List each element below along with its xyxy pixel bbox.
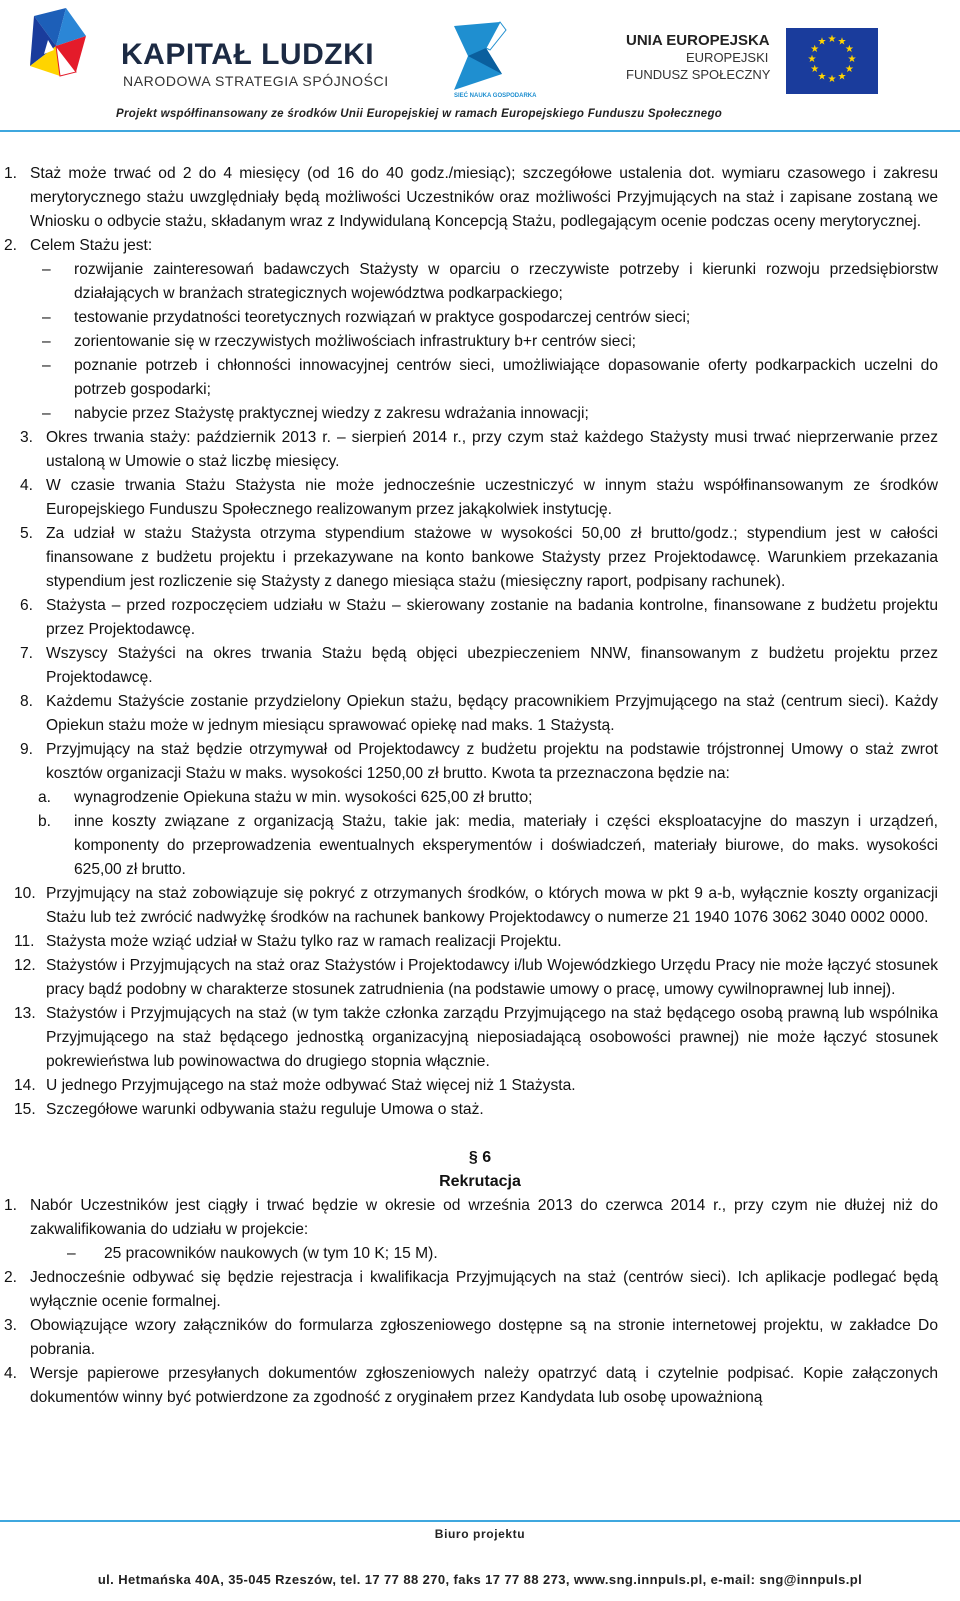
svg-text:★: ★ xyxy=(844,64,854,75)
item-text: Stażystów i Przyjmujących na staż (w tym także członka zarządu Przyjmującego na staż będącego osobą prawną lub wspólnika Przyjmującego na staż będącego jednostką organizacyjną nieposiadającą osobowości prawnej) nie może łączyć stosunek pokrewieństwa lub powinowactwa do drugiego stopnia włącznie. xyxy=(46,1005,938,1070)
item-text: zorientowanie się w rzeczywistych możliwościach infrastruktury b+r centrów sieci; xyxy=(74,333,636,350)
list-item xyxy=(0,930,960,954)
svg-text:★: ★ xyxy=(827,74,837,85)
item-number: 15. xyxy=(14,1101,36,1118)
dash-bullet: – xyxy=(42,357,51,374)
item-text: Szczegółowe warunki odbywania stażu reguluje Umowa o staż. xyxy=(46,1101,484,1118)
footer-address: ul. Hetmańska 40A, 35-045 Rzeszów, tel. 17 77 88 270, faks 17 77 88 273, www.sng.innpuls.pl, e-mail: sng@innpuls.pl xyxy=(97,1572,863,1587)
item-text: Każdemu Stażyście zostanie przydzielony Opiekun stażu, będący pracownikiem Przyjmującego na staż (centrum sieci). Każdy Opiekun stażu może w jednym miesiącu sprawować opiekę nad maks. 1 Stażystą. xyxy=(46,693,938,734)
dash-bullet: – xyxy=(42,309,51,326)
item-number: 9. xyxy=(20,741,34,758)
item-text: Przyjmujący na staż zobowiązuje się pokryć z otrzymanych środków, o których mowa w pkt 9 a-b, wyłącznie koszty organizacji Stażu lub też zwrócić nadwyżkę środków na rachunek bankowy Projektodawcy o numerze 21 1940 1076 3062 3040 0002 0000. xyxy=(46,885,938,926)
item-text: 25 pracowników naukowych (w tym 10 K; 15 M). xyxy=(104,1245,438,1262)
kapital-ludzki-subtitle: NARODOWA STRATEGIA SPÓJNOŚCI xyxy=(123,73,389,89)
item-text: Staż może trwać od 2 do 4 miesięcy (od 16 do 40 godz./miesiąc); szczegółowe ustalenia dot. wymiaru czasowego i zakresu merytorycznego stażu uwzględniały będą możliwości Uczestników oraz możliwości Przyjmujących na staż i zapisane zostaną we Wniosku o odbycie stażu, składanym wraz z Indywidulaną Koncepcją Stażu, podlegającym ocenie podczas oceny merytorycznej. xyxy=(30,165,938,230)
list-item xyxy=(0,474,960,522)
sub-list-item xyxy=(0,354,960,402)
list-item xyxy=(0,1194,960,1242)
item-text: Stażysta – przed rozpoczęciem udziału w Stażu – skierowany zostanie na badania kontrolne, finansowane z budżetu projektu przez Projektodawcę. xyxy=(46,597,938,638)
item-number: 14. xyxy=(14,1077,36,1094)
dash-bullet: – xyxy=(67,1245,76,1262)
item-number: 3. xyxy=(4,1317,18,1334)
item-text: rozwijanie zainteresowań badawczych Stażysty w oparciu o rzeczywiste potrzeby i kierunki rozwoju przedsiębiorstw działających w branżach strategicznych województwa podkarpackiego; xyxy=(74,261,938,302)
kapital-ludzki-title: KAPITAŁ LUDZKI xyxy=(121,38,375,71)
item-text: Obowiązujące wzory załączników do formularza zgłoszeniowego dostępne są na stronie internetowej projektu, w zakładce Do pobrania. xyxy=(30,1317,938,1358)
item-number: 3. xyxy=(20,429,34,446)
list-item xyxy=(0,1266,960,1314)
svg-text:★: ★ xyxy=(837,36,847,48)
item-text: poznanie potrzeb i chłonności innowacyjnej centrów sieci, umożliwiające dopasowanie oferty podkarpackich uczelni do potrzeb gospodarki; xyxy=(74,357,938,398)
item-number: 2. xyxy=(4,1269,18,1286)
list-item xyxy=(0,1098,960,1122)
section-number: § 6 xyxy=(468,1149,492,1166)
item-text: U jednego Przyjmującego na staż może odbywać Staż więcej niż 1 Stażysta. xyxy=(46,1077,576,1094)
header-divider xyxy=(0,130,960,132)
sub-list-item xyxy=(0,306,960,330)
dash-bullet: – xyxy=(42,333,51,350)
svg-text:★: ★ xyxy=(847,54,857,65)
letter-marker: a. xyxy=(38,789,52,806)
item-text: W czasie trwania Stażu Stażysta nie może jednocześnie uczestniczyć w innym stażu współfinansowanym ze środków Europejskiego Funduszu Społecznego realizowanym przez jakąkolwiek instytucję. xyxy=(46,477,938,518)
svg-text:★: ★ xyxy=(844,44,854,55)
item-text: wynagrodzenie Opiekuna stażu w min. wysokości 625,00 zł brutto; xyxy=(74,789,533,806)
item-number: 10. xyxy=(14,885,36,902)
item-number: 4. xyxy=(4,1365,18,1382)
list-item xyxy=(0,594,960,642)
svg-text:★: ★ xyxy=(810,64,820,75)
list-item xyxy=(0,882,960,930)
item-number: 1. xyxy=(4,1197,18,1214)
item-text: Jednocześnie odbywać się będzie rejestracja i kwalifikacja Przyjmujących na staż (centrów sieci). Ich aplikacje podlegać będą wyłącznie ocenie formalnej. xyxy=(30,1269,938,1310)
section-title: Rekrutacja xyxy=(439,1173,521,1190)
list-item xyxy=(0,426,960,474)
siec-nauka-gospodarka-logo xyxy=(450,20,537,100)
item-text: Nabór Uczestników jest ciągły i trwać będzie w okresie od września 2013 do czerwca 2014 r., przy czym nie dłużej niż do zakwalifikowania do udziału w projekcie: xyxy=(30,1197,938,1238)
list-item xyxy=(0,690,960,738)
list-item xyxy=(0,1074,960,1098)
eu-line-1: UNIA EUROPEJSKA xyxy=(626,32,770,49)
item-text: nabycie przez Stażystę praktycznej wiedzy z zakresu wdrażania innowacji; xyxy=(74,405,589,422)
svg-text:★: ★ xyxy=(807,54,817,65)
list-item xyxy=(0,234,960,258)
sng-caption: SIEĆ NAUKA GOSPODARKA xyxy=(454,93,537,99)
list-item xyxy=(0,1314,960,1362)
item-text: Celem Stażu jest: xyxy=(30,237,153,254)
item-number: 13. xyxy=(14,1005,36,1022)
svg-text:★: ★ xyxy=(810,44,820,55)
item-text: inne koszty związane z organizacją Stażu, takie jak: media, materiały i części eksploatacyjne do maszyn i urządzeń, komponenty do przeprowadzenia ewentualnych eksperymentów i doświadczeń, materiały biurowe, do maks. wysokości 625,00 zł brutto. xyxy=(74,813,938,878)
eu-line-2: EUROPEJSKI xyxy=(686,50,769,65)
list-item xyxy=(0,954,960,1002)
footer-divider xyxy=(0,1520,960,1522)
eu-text-block xyxy=(626,32,770,83)
list-item xyxy=(0,642,960,690)
document-body xyxy=(0,162,960,1410)
item-number: 11. xyxy=(14,933,35,950)
list-item xyxy=(0,738,960,786)
item-number: 7. xyxy=(20,645,34,662)
sub-list-item xyxy=(0,330,960,354)
dash-bullet: – xyxy=(42,261,51,278)
list-item xyxy=(0,1362,960,1410)
eu-line-3: FUNDUSZ SPOŁECZNY xyxy=(626,67,771,82)
item-text: Za udział w stażu Stażysta otrzyma stypendium stażowe w wysokości 50,00 zł brutto/godz.; stypendium jest w całości finansowane z budżetu projektu i przekazywane na konto bankowe Stażysty przez Projektodawcę. Warunkiem przekazania stypendium jest rozliczenie się Stażysty z danego miesiąca stażu (miesięczny raport, podpisany rachunek). xyxy=(46,525,938,590)
svg-text:★: ★ xyxy=(817,36,827,48)
item-text: Okres trwania staży: październik 2013 r. – sierpień 2014 r., przy czym staż każdego Stażysty musi trwać nieprzerwanie przez ustaloną w Umowie o staż liczbę miesięcy. xyxy=(46,429,938,470)
footer-office-label: Biuro projektu xyxy=(434,1527,526,1541)
item-number: 8. xyxy=(20,693,34,710)
letter-marker: b. xyxy=(38,813,52,830)
item-text: Wszyscy Stażyści na okres trwania Stażu będą objęci ubezpieczeniem NNW, finansowanym z budżetu projektu przez Projektodawcę. xyxy=(46,645,938,686)
page-header xyxy=(0,0,960,135)
sub-list-item xyxy=(0,810,960,882)
sub-list-item xyxy=(0,258,960,306)
dash-bullet: – xyxy=(42,405,51,422)
svg-text:★: ★ xyxy=(837,71,847,83)
sub-list-item xyxy=(0,402,960,426)
item-text: Stażystów i Przyjmujących na staż oraz Stażystów i Projektodawcy i/lub Wojewódzkiego Urzędu Pracy nie może łączyć stosunek pracy bądź podobny w charakterze stosunek zatrudnienia (na podstawie umowy o pracę, umowy cywilnoprawnej lub innej). xyxy=(46,957,938,998)
item-number: 2. xyxy=(4,237,18,254)
item-number: 6. xyxy=(20,597,34,614)
item-text: Przyjmujący na staż będzie otrzymywał od Projektodawcy z budżetu projektu na podstawie trójstronnej Umowy o staż zwrot kosztów organizacji Stażu w maks. wysokości 1250,00 zł brutto. Kwota ta przeznaczona będzie na: xyxy=(46,741,938,782)
item-text: Stażysta może wziąć udział w Stażu tylko raz w ramach realizacji Projektu. xyxy=(46,933,562,950)
item-text: Wersje papierowe przesyłanych dokumentów zgłoszeniowych należy opatrzyć datą i czytelnie podpisać. Kopie załączonych dokumentów winny być potwierdzone za zgodność z oryginałem przez Kandydata lub osobę upoważnioną xyxy=(30,1365,938,1406)
item-text: testowanie przydatności teoretycznych rozwiązań w praktyce gospodarczej centrów sieci; xyxy=(74,309,691,326)
sub-list-item xyxy=(0,786,960,810)
item-number: 4. xyxy=(20,477,34,494)
svg-text:★: ★ xyxy=(817,71,827,83)
sub-list-item xyxy=(0,1242,960,1266)
list-item xyxy=(0,162,960,234)
item-number: 5. xyxy=(20,525,34,542)
item-number: 1. xyxy=(4,165,18,182)
list-item xyxy=(0,522,960,594)
eu-flag-icon xyxy=(786,28,878,94)
item-number: 12. xyxy=(14,957,36,974)
list-item xyxy=(0,1002,960,1074)
svg-text:★: ★ xyxy=(827,34,837,45)
kapital-ludzki-logo xyxy=(26,6,118,98)
project-cofinancing-banner: Projekt współfinansowany ze środków Unii Europejskiej w ramach Europejskiego Funduszu Społecznego xyxy=(116,108,723,120)
spacer xyxy=(0,1122,960,1146)
